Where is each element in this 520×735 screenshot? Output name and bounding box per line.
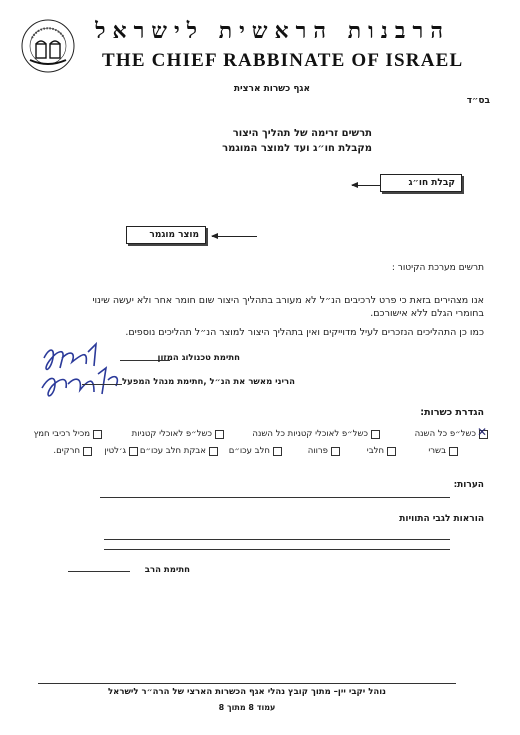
final-product-box: מוצר מוגמר bbox=[126, 226, 206, 244]
page-number: עמוד 8 מתוך 8 bbox=[218, 703, 276, 712]
checkbox-icon[interactable] bbox=[273, 447, 282, 456]
option-passover-kitniyot-all-year[interactable]: כשל״פ לאוכלי קטניות כל השנה bbox=[252, 429, 380, 439]
option-passover-all-year[interactable]: ✕ כשל״פ כל השנה bbox=[415, 429, 488, 439]
flow-chart-title: תרשים זרימה של תהליך היצור bbox=[232, 128, 372, 139]
manager-signature-label: הריני מאשר את הנ״ל ,חתימת מנהל המפעל bbox=[121, 377, 295, 387]
comments-line[interactable] bbox=[100, 497, 450, 498]
manager-signature-line bbox=[82, 384, 122, 385]
labels-instructions-label: הוראות לגבי התוויות bbox=[399, 514, 484, 524]
checkbox-icon[interactable] bbox=[209, 447, 218, 456]
checkbox-icon[interactable] bbox=[371, 430, 380, 439]
option-passover-kitniyot[interactable]: כשל״פ לאוכלי קטניות bbox=[132, 429, 224, 439]
arrow-left-icon bbox=[352, 185, 380, 186]
footer-divider bbox=[38, 683, 456, 684]
rabbi-signature-label: חתימת הרב bbox=[144, 565, 190, 575]
hebrew-title: הרבנות הראשית לישראל bbox=[95, 18, 450, 44]
option-insects[interactable]: חרקים. bbox=[53, 446, 92, 456]
checkbox-icon[interactable] bbox=[479, 430, 488, 439]
option-dairy[interactable]: חלבי bbox=[367, 446, 396, 456]
department-label: אגף כשרות ארצית bbox=[233, 84, 310, 94]
bsd-mark: בס״ד bbox=[466, 96, 490, 106]
comments-label: הערות: bbox=[453, 480, 484, 490]
option-meat[interactable]: בשרי bbox=[428, 446, 458, 456]
arrow-left-icon bbox=[212, 236, 257, 237]
raw-material-receipt-box: קבלת חו״ג bbox=[380, 174, 462, 192]
declaration-text-cont: בחומרי הגלם ללא אישורכם. bbox=[370, 308, 484, 319]
checkbox-icon[interactable] bbox=[215, 430, 224, 439]
option-parve[interactable]: פרווה bbox=[308, 446, 340, 456]
flow-chart-subtitle: מקבלת חו״ג ועד למוצר המוגמר bbox=[222, 143, 372, 154]
handwritten-signature bbox=[36, 340, 126, 402]
checkbox-icon[interactable] bbox=[387, 447, 396, 456]
option-non-jewish-milk-powder[interactable]: אבקת חלב עכו״ם bbox=[140, 446, 218, 456]
labels-line-1[interactable] bbox=[104, 539, 450, 540]
rabbi-signature-line[interactable] bbox=[68, 571, 130, 572]
option-gelatin[interactable]: ג׳לטין bbox=[104, 446, 138, 456]
declaration-text: אנו מצהירים בזאת כי פרט לרכיבים הנ״ל לא מעורב בתהליך היצור שום חומר אחר ולא יעשה שינוי bbox=[92, 295, 484, 306]
steam-system-label: תרשים מערכת הקיטור : bbox=[391, 263, 484, 273]
kashrut-definition-title: הגדרת כשרות: bbox=[420, 407, 484, 418]
footer-text: נוהל יקבי יין– מתוך קובץ נהלי אגף הכשרות הארצי של הרה״ר לישראל bbox=[108, 687, 386, 697]
checkbox-icon[interactable] bbox=[449, 447, 458, 456]
process-declaration: כמו כן התהליכים הנזכרים לעיל מדוייקים ואין בתהליך היצור למוצר הנ״ל תהליכים נוספים. bbox=[125, 327, 484, 338]
checkbox-icon[interactable] bbox=[129, 447, 138, 456]
option-non-jewish-milk[interactable]: חלב עכו״ם bbox=[229, 446, 282, 456]
checkbox-icon[interactable] bbox=[331, 447, 340, 456]
checkbox-icon[interactable] bbox=[93, 430, 102, 439]
checkbox-icon[interactable] bbox=[83, 447, 92, 456]
option-contains-chametz[interactable]: מכיל רכיבי חמץ bbox=[34, 429, 102, 439]
rabbinate-logo bbox=[20, 18, 76, 74]
technologist-signature-label: חתימת טכנולוג המזון bbox=[157, 353, 240, 363]
english-title: THE CHIEF RABBINATE OF ISRAEL bbox=[102, 50, 464, 71]
labels-line-2[interactable] bbox=[104, 549, 450, 550]
